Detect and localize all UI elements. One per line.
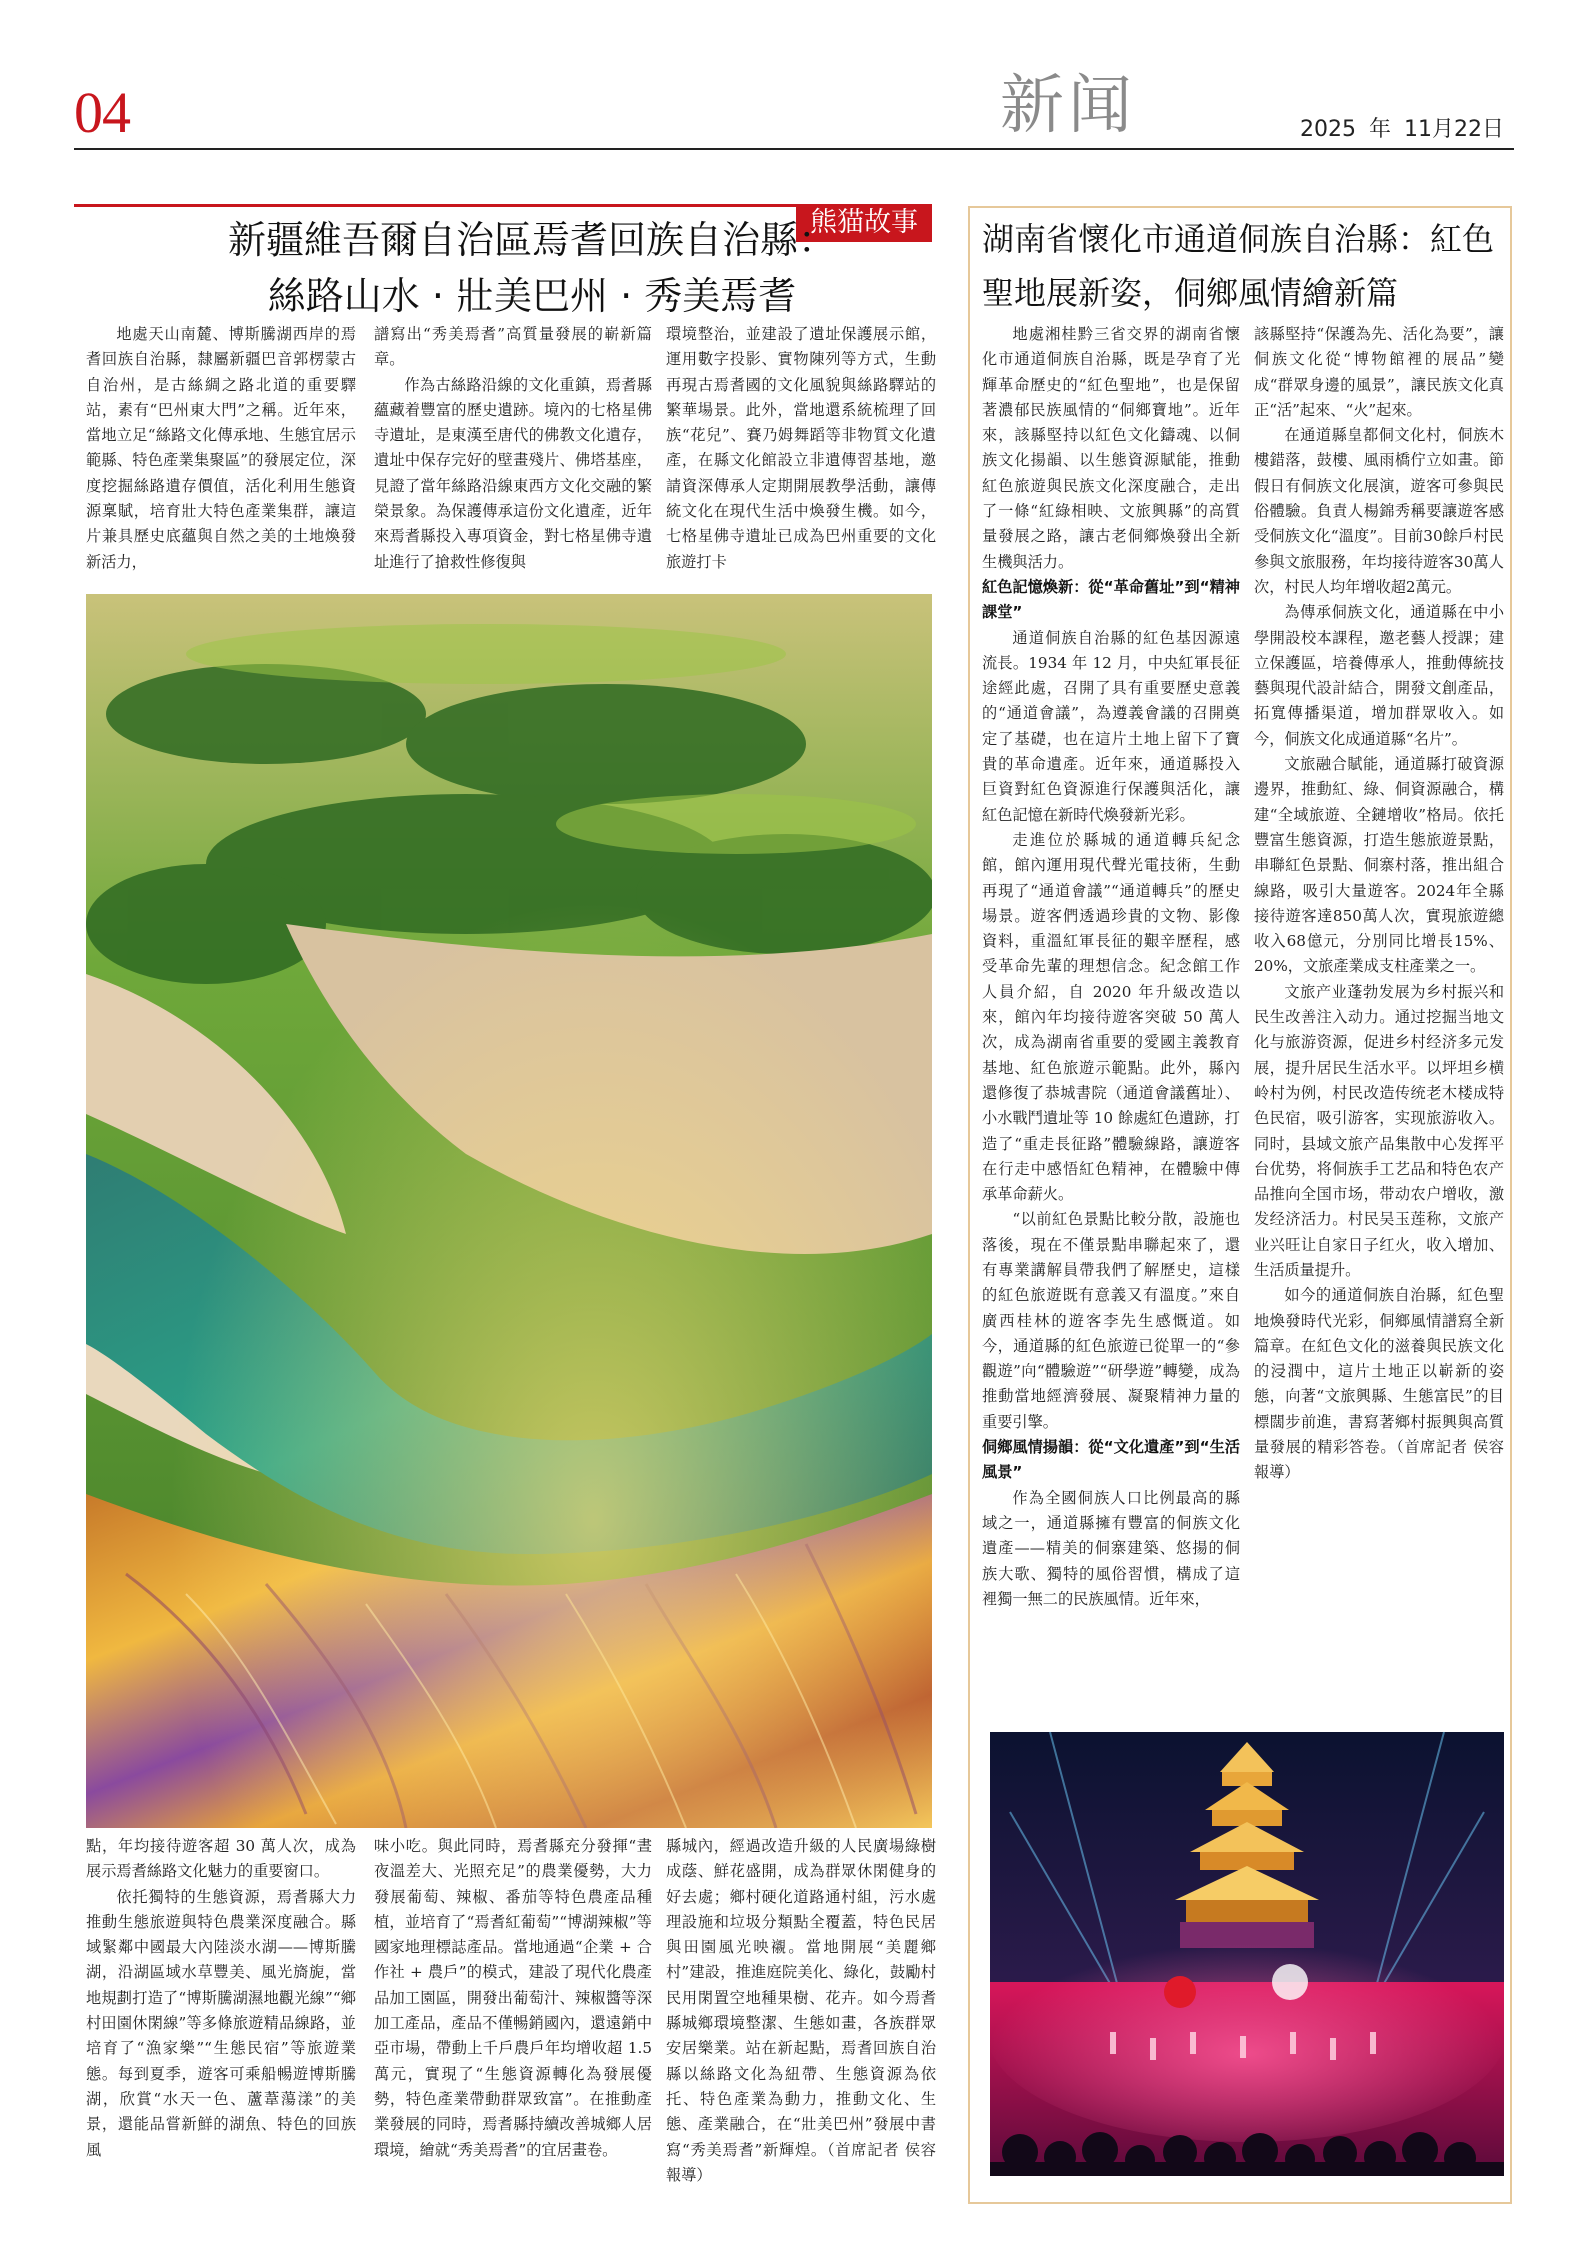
- left-col1-top: [86, 322, 356, 584]
- article-paragraph: 味小吃。與此同時，焉耆縣充分發揮“晝夜溫差大、光照充足”的農業優勢，大力發展葡萄、辣椒、番茄等特色農產品種植，並培育了“焉耆紅葡萄”“博湖辣椒”等國家地理標誌產品。當地通過“企業 + 合作社 + 農戶”的模式，建設了現代化農產品加工園區，開發出葡萄汁、辣椒醬等深加工產品，產品不僅暢銷國內，還遠銷中亞市場，帶動上千戶農戶年均增收超 1.5 萬元，實現了“生態資源轉化為發展優勢，特色產業帶動群眾致富”。在推動產業發展的同時，焉耆縣持續改善城鄉人居環境，繪就“秀美焉耆”的宜居畫卷。: [374, 1837, 652, 2159]
- article-paragraph: 走進位於縣城的通道轉兵紀念館，館內運用現代聲光電技術，生動再現了“通道會議”“通道轉兵”的歷史場景。遊客們透過珍貴的文物、影像資料，重溫紅軍長征的艱辛歷程，感受革命先輩的理想信念。紀念館工作人員介紹，自 2020 年升級改造以來，館內年均接待遊客突破 50 萬人次，成為湖南省重要的愛國主義教育基地、紅色旅遊示範點。此外，縣內還修復了恭城書院（通道會議舊址）、小水戰鬥遺址等 10 餘處紅色遺跡，打造了“重走長征路”體驗線路，讓遊客在行走中感悟紅色精神，在體驗中傳承革命薪火。: [982, 830, 1240, 1204]
- right-col2: [1254, 322, 1504, 1722]
- article-paragraph: 該縣堅持“保護為先、活化為要”，讓侗族文化從“博物館裡的展品”變成“群眾身邊的風景”，讓民族文化真正“活”起來、“火”起來。: [1254, 325, 1504, 419]
- article-paragraph: 文旅产业蓬勃发展为乡村振兴和民生改善注入动力。通过挖掘当地文化与旅游资源，促进乡村经济多元发展，提升居民生活水平。以坪坦乡横岭村为例，村民改造传统老木楼成特色民宿，吸引游客，实现旅游收入。同时，县域文旅产品集散中心发挥平台优势，将侗族手工艺品和特色农产品推向全国市场，带动农户增收，激发经济活力。村民吴玉莲称，文旅产业兴旺让自家日子红火，收入增加、生活质量提升。: [1254, 982, 1504, 1279]
- article-paragraph: 作為全國侗族人口比例最高的縣域之一，通道縣擁有豐富的侗族文化遺產——精美的侗寨建築、悠揚的侗族大歌、獨特的風俗習慣，構成了這裡獨一無二的民族風情。近年來，: [982, 1488, 1240, 1608]
- article-paragraph: 通道侗族自治縣的紅色基因源遠流長。1934 年 12 月，中央紅軍長征途經此處，召開了具有重要歷史意義的“通道會議”，為遵義會議的召開奠定了基礎，也在這片土地上留下了寶貴的革命遺產。近年來，通道縣投入巨資對紅色資源進行保護與活化，讓紅色記憶在新時代煥發新光彩。: [982, 628, 1240, 824]
- article-subheading: 侗鄉風情揚韻：從“文化遺產”到“生活風景”: [982, 1438, 1240, 1482]
- article-paragraph: 依托獨特的生態資源，焉耆縣大力推動生態旅遊與特色農業深度融合。縣域緊鄰中國最大內陸淡水湖——博斯騰湖，沿湖區域水草豐美、風光旖旎，當地規劃打造了“博斯騰湖濕地觀光線”“鄉村田園休閑線”等多條旅遊精品線路，並培育了“漁家樂”“生態民宿”等旅遊業態。每到夏季，遊客可乘船暢遊博斯騰湖，欣賞“水天一色、蘆葦蕩漾”的美景，還能品嘗新鮮的湖魚、特色的回族風: [86, 1887, 356, 2159]
- right-col1: [982, 322, 1240, 1722]
- article-paragraph: “以前紅色景點比較分散，設施也落後，現在不僅景點串聯起來了，還有專業講解員帶我們了解歷史，這樣的紅色旅遊既有意義又有溫度。”來自廣西桂林的遊客李先生感慨道。如今，通道縣的紅色旅遊已從單一的“參觀遊”向“體驗遊”“研學遊”轉變，成為推動當地經濟發展、凝聚精神力量的重要引擎。: [982, 1210, 1240, 1431]
- issue-date: 2025 年 11月22日: [1300, 117, 1504, 142]
- article-paragraph: 地處湘桂黔三省交界的湖南省懷化市通道侗族自治縣，既是孕育了光輝革命歷史的“紅色聖地”，也是保留著濃郁民族風情的“侗鄉寶地”。近年來，該縣堅持以紅色文化鑄魂、以侗族文化揚韻、以生態資源賦能，推動紅色旅遊與民族文化深度融合，走出了一條“紅綠相映、文旅興縣”的高質量發展之路，讓古老侗鄉煥發出全新生機與活力。: [982, 325, 1240, 571]
- left-col2-top: [374, 322, 652, 584]
- left-col2-bottom: [374, 1834, 652, 2206]
- masthead-rule: [74, 148, 1514, 150]
- article-paragraph: 在通道縣皇都侗文化村，侗族木樓錯落，鼓樓、風雨橋佇立如畫。節假日有侗族文化展演，遊客可參與民俗體驗。負責人楊錦秀稱要讓遊客感受侗族文化“溫度”。目前30餘戶村民參與文旅服務，年均接待遊客30萬人次，村民人均年增收超2萬元。: [1254, 426, 1504, 596]
- article-paragraph: 作為古絲路沿線的文化重鎮，焉耆縣蘊藏着豐富的歷史遺跡。境內的七格星佛寺遺址，是東漢至唐代的佛教文化遺存，遺址中保存完好的壁畫殘片、佛塔基座，見證了當年絲路沿線東西方文化交融的繁榮景象。為保護傳承這份文化遺產，近年來焉耆縣投入專項資金，對七格星佛寺遺址進行了搶救性修復與: [374, 375, 652, 571]
- stage-performance-photo: [990, 1732, 1504, 2176]
- section-title: 新闻: [1000, 69, 1136, 143]
- left-headline: [222, 212, 842, 324]
- right-headline-line2: 聖地展新姿，侗鄉風情繪新篇: [982, 274, 1399, 312]
- left-headline-line2: 絲路山水 · 壯美巴州 · 秀美焉耆: [267, 274, 797, 318]
- article-paragraph: 地處天山南麓、博斯騰湖西岸的焉耆回族自治縣，隸屬新疆巴音郭楞蒙古自治州，是古絲綢之路北道的重要驛站，素有“巴州東大門”之稱。近年來，當地立足“絲路文化傳承地、生態宜居示範縣、特色產業集聚區”的發展定位，深度挖掘絲路遺存價值，活化利用生態資源稟賦，培育壯大特色產業集群，讓這片兼具歷史底蘊與自然之美的土地煥發新活力，: [86, 325, 356, 571]
- aerial-river-photo: [86, 594, 932, 1828]
- article-paragraph: 環境整治，並建設了遺址保護展示館，運用數字投影、實物陳列等方式，生動再現古焉耆國的文化風貌與絲路驛站的繁華場景。此外，當地還系統梳理了回族“花兒”、賽乃姆舞蹈等非物質文化遺產，在縣文化館設立非遺傳習基地，邀請資深傳承人定期開展教學活動，讓傳統文化在現代生活中煥發生機。如今，七格星佛寺遺址已成為巴州重要的文化旅遊打卡: [666, 325, 936, 571]
- left-headline-line1: 新疆維吾爾自治區焉耆回族自治縣：: [227, 218, 836, 262]
- article-paragraph: 文旅融合賦能，通道縣打破資源邊界，推動紅、綠、侗資源融合，構建“全域旅遊、全鏈增收”格局。依托豐富生態資源，打造生態旅遊景點，串聯紅色景點、侗寨村落，推出組合線路，吸引大量遊客。2024年全縣接待遊客達850萬人次，實現旅遊總收入68億元，分別同比增長15%、20%，文旅產業成支柱產業之一。: [1254, 755, 1504, 976]
- article-paragraph: 如今的通道侗族自治縣，紅色聖地煥發時代光彩，侗鄉風情譜寫全新篇章。在紅色文化的滋養與民族文化的浸潤中，這片土地正以嶄新的姿態，向著“文旅興縣、生態富民”的目標闊步前進，書寫著鄉村振興與高質量發展的精彩答卷。（首席記者 侯容報導）: [1254, 1286, 1504, 1482]
- article-paragraph: 點，年均接待遊客超 30 萬人次，成為展示焉耆絲路文化魅力的重要窗口。: [86, 1837, 356, 1881]
- left-col1-bottom: [86, 1834, 356, 2206]
- right-headline-line1: 湖南省懷化市通道侗族自治縣：紅色: [982, 220, 1495, 258]
- left-col3-top: [666, 322, 936, 584]
- right-headline: [982, 212, 1502, 320]
- article-paragraph: 為傳承侗族文化，通道縣在中小學開設校本課程，邀老藝人授課；建立保護區，培養傳承人，推動傳統技藝與現代設計結合，開發文創產品，拓寬傳播渠道，增加群眾收入。如今，侗族文化成通道縣“名片”。: [1254, 603, 1504, 748]
- article-paragraph: 譜寫出“秀美焉耆”高質量發展的嶄新篇章。: [374, 325, 652, 369]
- page-number: 04: [74, 80, 130, 145]
- left-col3-bottom: [666, 1834, 936, 2206]
- article-paragraph: 縣城內，經過改造升級的人民廣場綠樹成蔭、鮮花盛開，成為群眾休閑健身的好去處；鄉村硬化道路通村組，污水處理設施和垃圾分類點全覆蓋，特色民居與田園風光映襯。當地開展“美麗鄉村”建設，推進庭院美化、綠化，鼓勵村民用閑置空地種果樹、花卉。如今焉耆縣城鄉環境整潔、生態如畫，各族群眾安居樂業。站在新起點，焉耆回族自治縣以絲路文化為紐帶、生態資源為依托、特色產業為動力，推動文化、生態、產業融合，在“壯美巴州”發展中書寫“秀美焉耆”新輝煌。（首席記者 侯容報導）: [666, 1837, 936, 2184]
- article-subheading: 紅色記憶煥新：從“革命舊址”到“精神課堂”: [982, 577, 1240, 622]
- column-tag: 熊猫故事: [796, 204, 932, 242]
